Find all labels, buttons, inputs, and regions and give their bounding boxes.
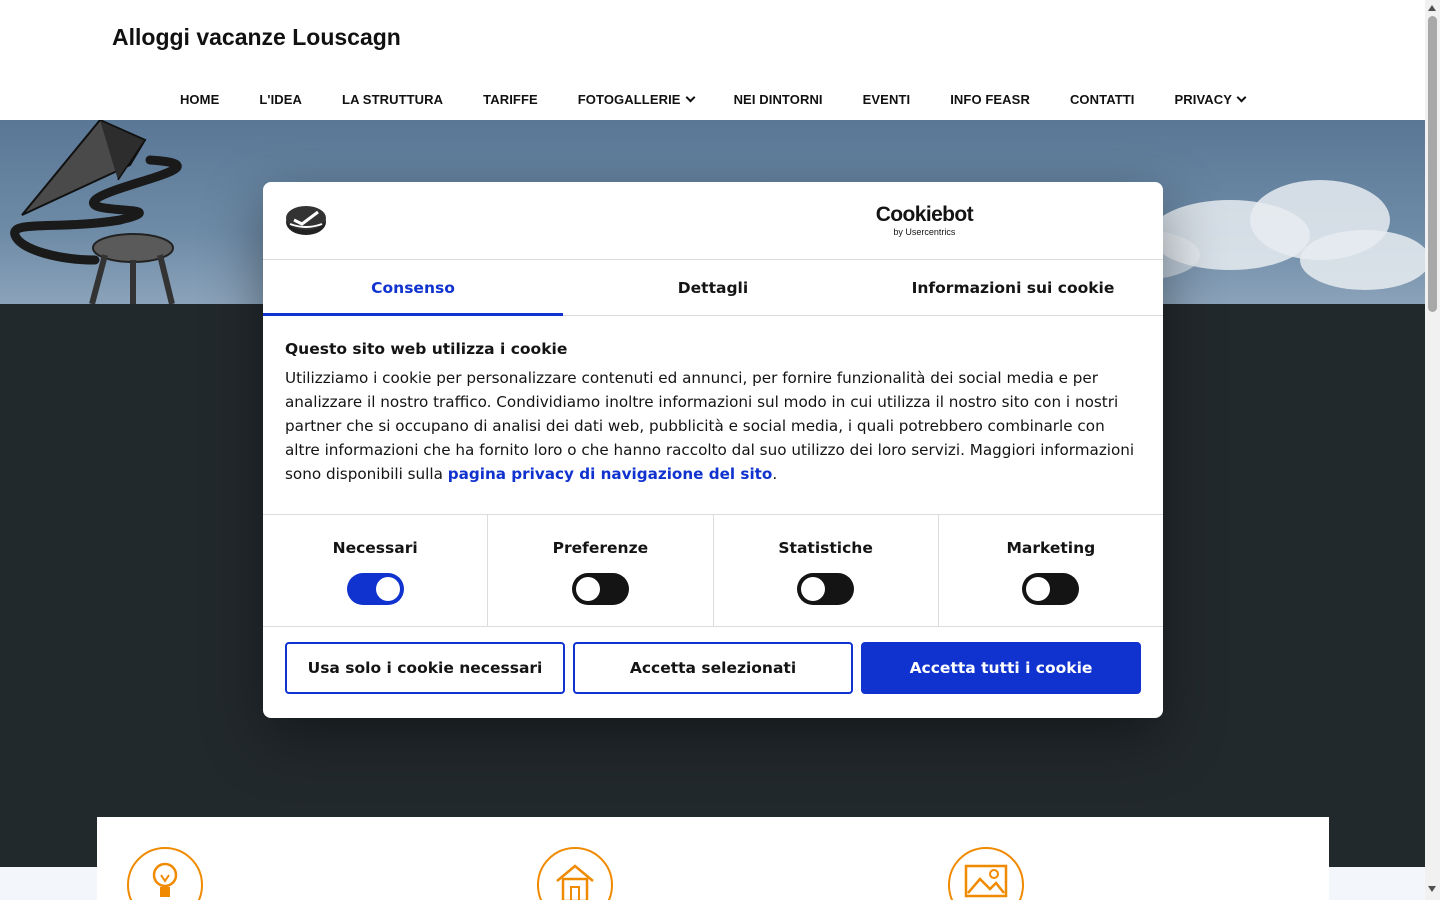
toggle-cell-marketing — [939, 515, 1163, 626]
scrollbar-thumb[interactable] — [1428, 16, 1437, 312]
lightbulb-icon — [127, 847, 203, 900]
nav-item-info-feasr[interactable]: INFO FEASR — [950, 91, 1030, 107]
use-necessary-button[interactable]: Usa solo i cookie necessari — [285, 642, 565, 694]
toggle-knob — [576, 577, 600, 601]
toggle-knob — [1026, 577, 1050, 601]
nav-item-tariffe[interactable]: TARIFFE — [483, 91, 538, 107]
toggle-label: Marketing — [1006, 539, 1096, 557]
accept-selected-button[interactable]: Accetta selezionati — [573, 642, 853, 694]
toggle-label: Preferenze — [552, 539, 649, 557]
marketing-toggle[interactable] — [1022, 573, 1079, 605]
house-icon — [537, 847, 613, 900]
toggle-cell-necessari — [263, 515, 488, 626]
preferenze-toggle[interactable] — [572, 573, 629, 605]
image-icon — [948, 847, 1024, 900]
tab-consenso[interactable]: Consenso — [263, 260, 563, 315]
nav-item-eventi[interactable]: EVENTI — [862, 91, 911, 107]
dialog-buttons — [263, 627, 1163, 709]
nav-item-home[interactable]: HOME — [179, 91, 220, 107]
toggle-cell-preferenze — [488, 515, 713, 626]
dialog-header — [263, 182, 1163, 260]
dialog-heading: Questo sito web utilizza i cookie — [285, 340, 568, 358]
page-scrollbar[interactable] — [1425, 0, 1440, 900]
dialog-body — [263, 316, 1163, 514]
toggle-knob — [376, 577, 400, 601]
nav-item-fotogallerie[interactable]: FOTOGALLERIE — [578, 88, 694, 110]
accept-all-button[interactable]: Accetta tutti i cookie — [861, 642, 1141, 694]
feature-card — [97, 817, 1329, 900]
dialog-tabs — [263, 260, 1163, 316]
dialog-description: Utilizziamo i cookie per personalizzare contenuti ed annunci, per fornire funzionalità dei social media e per analizzare il nostro traffico. Condividiamo inoltre informazioni sul modo in cui utilizza il nostro sito con i nostri partner che si occupano di analisi dei dati web, pubblicità e social media, i quali potrebbero combinarle con altre informazioni che ha fornito loro o che hanno raccolto dal suo utilizzo dei loro servizi. Maggiori informazioni sono disponibili sulla pagina privacy di navigazione del sito. — [285, 369, 1135, 483]
nav-item-privacy[interactable]: PRIVACY — [1175, 88, 1246, 110]
site-header — [0, 0, 1425, 120]
cloud-shape — [1300, 230, 1425, 290]
nav-item-struttura[interactable]: LA STRUTTURA — [342, 91, 444, 107]
chevron-down-icon — [1237, 92, 1247, 102]
scroll-up-arrow-icon[interactable] — [1428, 5, 1436, 11]
logo-illustration — [0, 120, 260, 304]
main-nav — [0, 88, 1425, 110]
nav-item-idea[interactable]: L'IDEA — [259, 91, 303, 107]
toggle-label: Statistiche — [778, 539, 873, 557]
site-logo-icon — [285, 204, 327, 236]
tab-informazioni[interactable]: Informazioni sui cookie — [911, 278, 1115, 297]
statistiche-toggle[interactable] — [797, 573, 854, 605]
cookie-consent-dialog — [263, 182, 1163, 718]
nav-item-dintorni[interactable]: NEI DINTORNI — [733, 91, 823, 107]
nav-item-contatti[interactable]: CONTATTI — [1069, 91, 1135, 107]
privacy-page-link[interactable]: pagina privacy di navigazione del sito — [447, 465, 773, 483]
site-title[interactable]: Alloggi vacanze Louscagn — [112, 24, 401, 50]
scroll-down-arrow-icon[interactable] — [1428, 886, 1436, 892]
toggle-knob — [801, 577, 825, 601]
toggle-label: Necessari — [332, 539, 418, 557]
chevron-down-icon — [685, 92, 695, 102]
tab-dettagli[interactable]: Dettagli — [677, 278, 749, 297]
cookiebot-brand[interactable] — [876, 204, 973, 237]
consent-toggles — [263, 514, 1163, 627]
toggle-cell-statistiche — [714, 515, 939, 626]
cookiebot-logo-text: Cookiebot — [875, 203, 973, 226]
necessari-toggle[interactable] — [347, 573, 404, 605]
cookiebot-by-text: by Usercentrics — [893, 227, 956, 237]
